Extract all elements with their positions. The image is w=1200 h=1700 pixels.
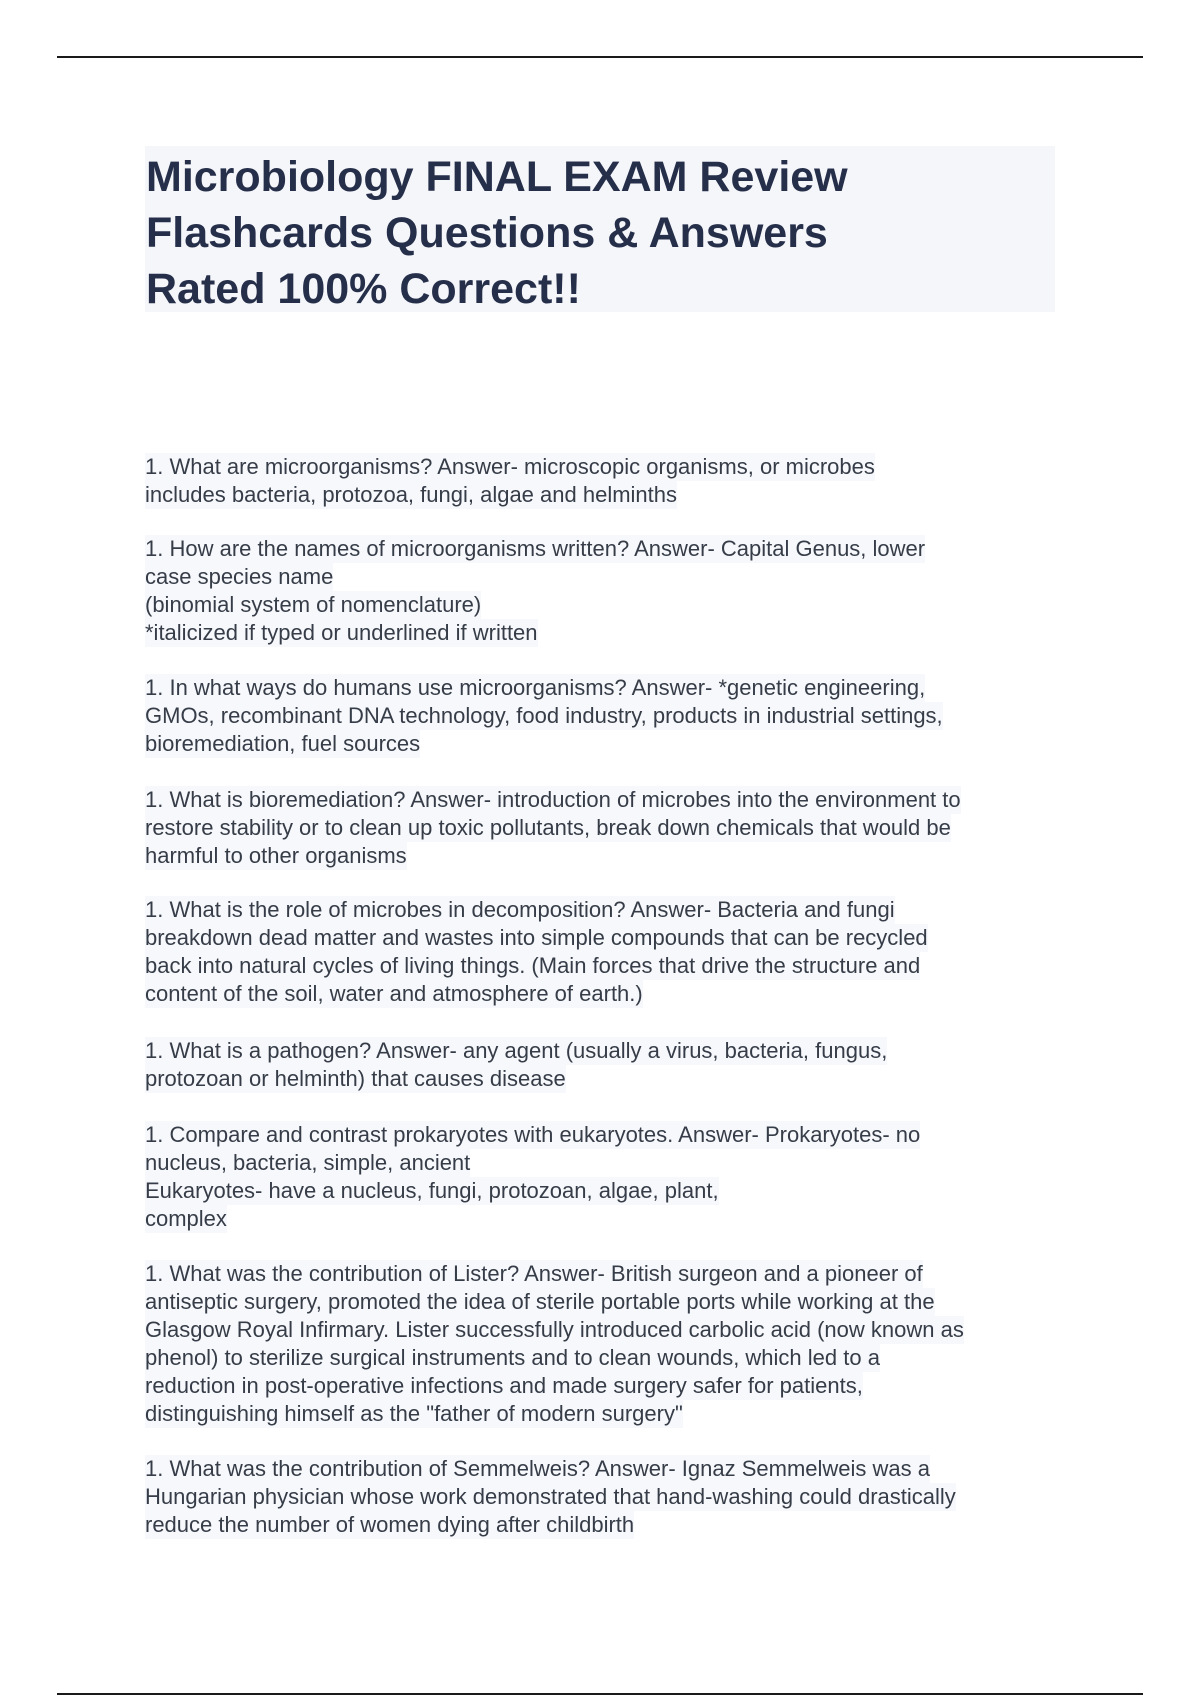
title-line: Rated 100% Correct!! <box>146 265 581 313</box>
entry-line: 1. What is a pathogen? Answer- any agent (usually a virus, bacteria, fungus, <box>145 1038 888 1063</box>
flashcard-entry <box>145 786 1065 870</box>
title-line: Flashcards Questions & Answers <box>146 209 828 257</box>
entry-line: includes bacteria, protozoa, fungi, algae and helminths <box>145 482 678 507</box>
entry-line: reduction in post-operative infections and made surgery safer for patients, <box>145 1373 863 1398</box>
entry-line: phenol) to sterilize surgical instruments and to clean wounds, which led to a <box>145 1345 880 1370</box>
entry-line: harmful to other organisms <box>145 843 407 868</box>
entry-line: 1. What was the contribution of Lister? Answer- British surgeon and a pioneer of <box>145 1261 923 1286</box>
entry-line: antiseptic surgery, promoted the idea of sterile portable ports while working at the <box>145 1289 935 1314</box>
flashcard-entry <box>145 1455 1065 1539</box>
entry-line: protozoan or helminth) that causes disease <box>145 1066 566 1091</box>
flashcard-entry <box>145 896 1065 1008</box>
entry-line: 1. Compare and contrast prokaryotes with eukaryotes. Answer- Prokaryotes- no <box>145 1122 921 1147</box>
entry-line: Hungarian physician whose work demonstrated that hand-washing could drastically <box>145 1484 956 1509</box>
flashcard-entry <box>145 1037 1065 1093</box>
entry-line: GMOs, recombinant DNA technology, food industry, products in industrial settings, <box>145 703 943 728</box>
entry-line: restore stability or to clean up toxic pollutants, break down chemicals that would be <box>145 815 951 840</box>
flashcard-entry <box>145 535 1065 647</box>
top-rule <box>57 56 1143 58</box>
entry-line: complex <box>145 1206 227 1231</box>
entry-line: content of the soil, water and atmosphere of earth.) <box>145 981 643 1006</box>
flashcard-entry <box>145 1121 1065 1233</box>
entry-line: *italicized if typed or underlined if written <box>145 620 538 645</box>
entry-line: back into natural cycles of living things. (Main forces that drive the structure and <box>145 953 921 978</box>
entry-line: Eukaryotes- have a nucleus, fungi, protozoan, algae, plant, <box>145 1178 719 1203</box>
entry-line: 1. In what ways do humans use microorganisms? Answer- *genetic engineering, <box>145 675 926 700</box>
entry-line: 1. What was the contribution of Semmelweis? Answer- Ignaz Semmelweis was a <box>145 1456 930 1481</box>
title-line: Microbiology FINAL EXAM Review <box>146 153 848 201</box>
document-title <box>146 149 1046 317</box>
flashcard-entry <box>145 453 1065 509</box>
entry-line: case species name <box>145 564 334 589</box>
entry-line: bioremediation, fuel sources <box>145 731 421 756</box>
entry-line: reduce the number of women dying after childbirth <box>145 1512 635 1537</box>
entry-line: 1. What is the role of microbes in decomposition? Answer- Bacteria and fungi <box>145 897 895 922</box>
entry-line: 1. What are microorganisms? Answer- microscopic organisms, or microbes <box>145 454 875 479</box>
entry-line: distinguishing himself as the "father of modern surgery" <box>145 1401 683 1426</box>
flashcard-entry <box>145 674 1065 758</box>
entry-line: breakdown dead matter and wastes into simple compounds that can be recycled <box>145 925 928 950</box>
entry-line: nucleus, bacteria, simple, ancient <box>145 1150 471 1175</box>
flashcard-entry <box>145 1260 1065 1428</box>
bottom-rule <box>57 1693 1143 1695</box>
entry-line: 1. How are the names of microorganisms written? Answer- Capital Genus, lower <box>145 536 926 561</box>
entry-line: Glasgow Royal Infirmary. Lister successfully introduced carbolic acid (now known as <box>145 1317 964 1342</box>
entry-line: (binomial system of nomenclature) <box>145 592 482 617</box>
entry-line: 1. What is bioremediation? Answer- introduction of microbes into the environment to <box>145 787 961 812</box>
